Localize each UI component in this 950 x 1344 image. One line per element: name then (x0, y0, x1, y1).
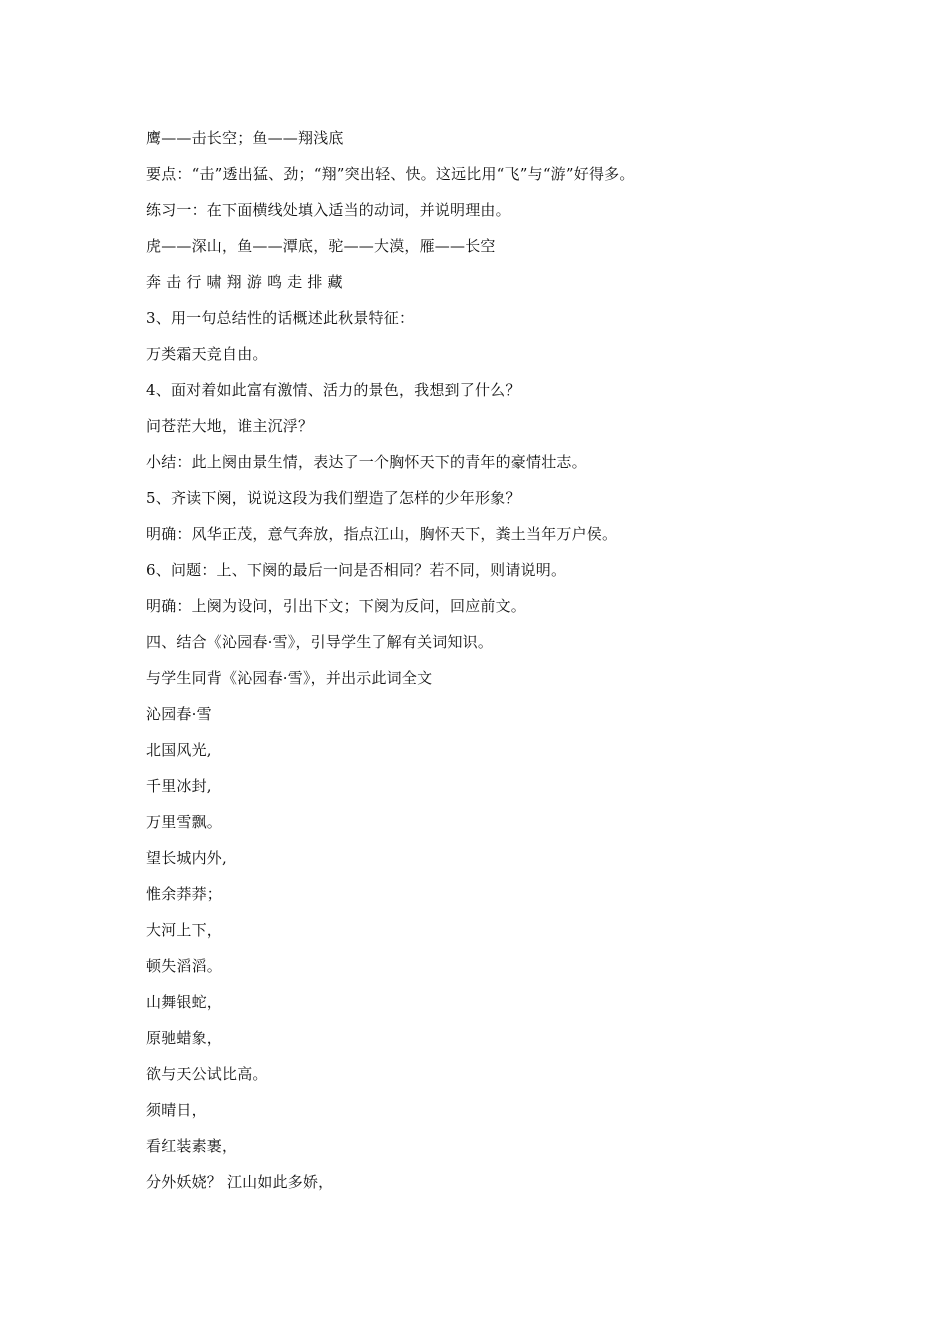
poem-line: 看红装素裹， (146, 1137, 238, 1155)
text-line: 6、问题：上、下阕的最后一问是否相同？若不同，则请说明。 (146, 561, 567, 579)
poem-line: 大河上下， (146, 921, 223, 939)
poem-line: 顿失滔滔。 (146, 957, 223, 975)
poem-line: 千里冰封, (146, 777, 212, 795)
text-line: 要点：“击”透出猛、劲；“翔”突出轻、快。这远比用“飞”与“游”好得多。 (146, 165, 635, 183)
document-body (146, 120, 846, 1200)
poem-line: 望长城内外, (146, 849, 227, 867)
text-line: 万类霜天竞自由。 (146, 345, 268, 363)
text-line: 3、用一句总结性的话概述此秋景特征： (146, 309, 415, 327)
text-line: 5、齐读下阕，说说这段为我们塑造了怎样的少年形象？ (146, 489, 521, 507)
text-line: 练习一：在下面横线处填入适当的动词，并说明理由。 (146, 201, 511, 219)
poem-line: 分外妖娆？ 江山如此多娇， (146, 1173, 334, 1191)
text-line: 与学生同背《沁园春·雪》，并出示此词全文 (146, 669, 433, 687)
poem-line: 惟余莽莽； (146, 885, 223, 903)
text-line: 4、面对着如此富有激情、活力的景色，我想到了什么？ (146, 381, 521, 399)
text-line: 明确：上阕为设问，引出下文；下阕为反问，回应前文。 (146, 597, 527, 615)
poem-line: 北国风光, (146, 741, 212, 759)
poem-line: 欲与天公试比高。 (146, 1065, 268, 1083)
text-line: 小结：此上阕由景生情，表达了一个胸怀天下的青年的豪情壮志。 (146, 453, 587, 471)
poem-title: 沁园春·雪 (146, 705, 212, 723)
poem-line: 原驰蜡象， (146, 1029, 223, 1047)
text-line: 问苍茫大地，谁主沉浮？ (146, 417, 314, 435)
poem-line: 万里雪飘。 (146, 813, 223, 831)
poem-line: 山舞银蛇， (146, 993, 223, 1011)
text-line: 鹰——击长空；鱼——翔浅底 (146, 129, 344, 147)
poem-line: 须晴日， (146, 1101, 207, 1119)
text-line: 奔 击 行 啸 翔 游 鸣 走 排 藏 (146, 273, 343, 291)
text-line: 虎——深山，鱼——潭底，驼——大漠，雁——长空 (146, 237, 496, 255)
text-line: 明确：风华正茂，意气奔放，指点江山，胸怀天下，粪土当年万户侯。 (146, 525, 618, 543)
text-line: 四、结合《沁园春·雪》，引导学生了解有关词知识。 (146, 633, 494, 651)
